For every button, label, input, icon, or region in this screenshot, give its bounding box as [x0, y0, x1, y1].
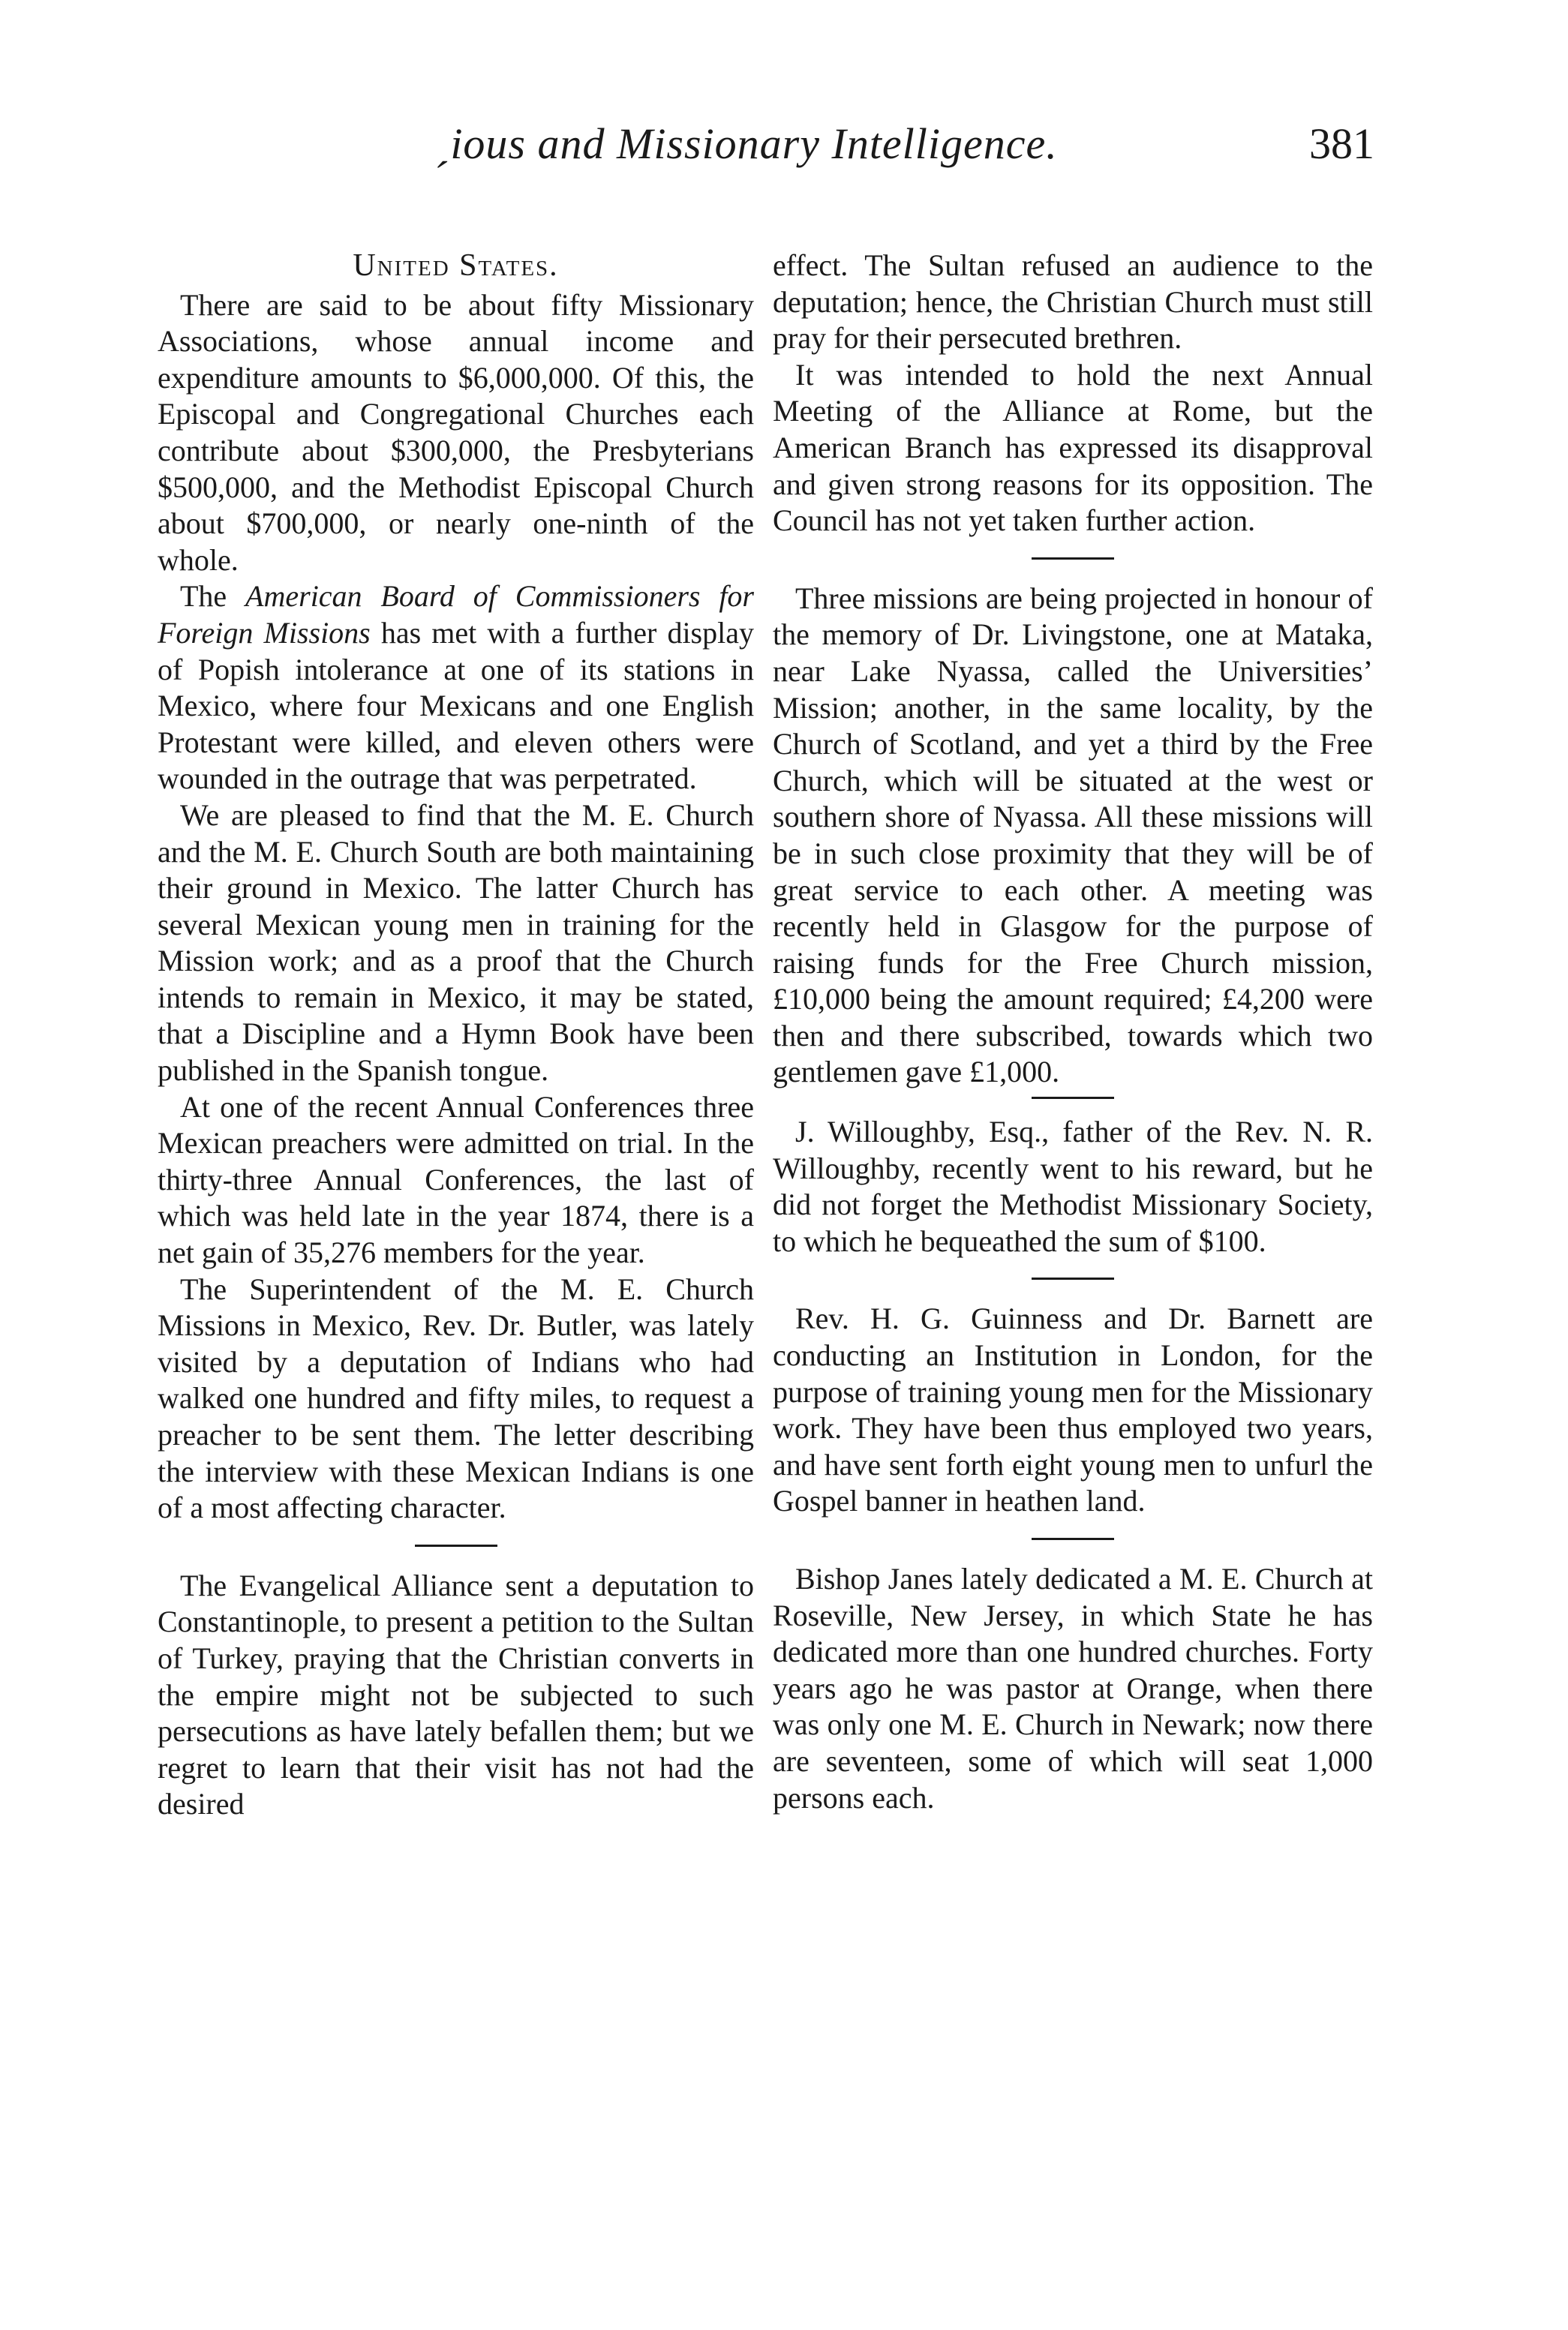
left-column [158, 248, 754, 1823]
running-title: ˏious and Missionary Intelligence. [435, 119, 1058, 168]
section-divider [1032, 1097, 1114, 1099]
paragraph-livingstone-missions: Three missions are being projected in honour of the memory of Dr. Livingstone, one at Mataka, near Lake Nyassa, called the Universities’ Mission; another, in the same locality, by the Church of Scotland, and yet a third by the Free Church, which will be situated at the west or southern shore of Nyassa. All these missions will be in such close proximity that they will be of great service to each other. A meeting was recently held in Glasgow for the purpose of raising funds for the Free Church mission, £10,000 being the amount required; £4,200 were then and there subscribed, towards which two gentlemen gave £1,000. [773, 581, 1373, 1089]
right-column [773, 248, 1373, 1816]
paragraph-me-church-mexico: We are pleased to find that the M. E. Church and the M. E. Church South are both maintaining their ground in Mexico. The latter Church has several Mexican young men in training for the Mission work; and as a proof that the Church intends to remain in Mexico, it may be stated, that a Discipline and a Hymn Book have been published in the Spanish tongue. [158, 797, 754, 1088]
paragraph-rest: has met with a further display of Popish intolerance at one of its stations in Mexico, where four Mexicans and one English Protestant were killed, and eleven others were wounded in the outrage that was perpetrated. [158, 615, 754, 796]
section-divider [1032, 1538, 1114, 1540]
paragraph-lead: The [180, 579, 246, 614]
paragraph-guinness-institution: Rev. H. G. Guinness and Dr. Barnett are conducting an Institution in London, for the purpose of training young men for the Missionary work. They have been thus employed two years, and have sent forth eight young men to unfurl the Gospel banner in heathen land. [773, 1302, 1373, 1518]
section-title: United States. [353, 248, 559, 283]
paragraph-bishop-janes: Bishop Janes lately dedicated a M. E. Church at Roseville, New Jersey, in which State he has dedicated more than one hundred churches. Forty years ago he was pastor at Orange, when there was only one M. E. Church in Newark; now there are seventeen, some of which will seat 1,000 persons each. [773, 1562, 1373, 1815]
section-divider [415, 1545, 497, 1547]
paragraph-american-board [158, 578, 754, 797]
page-header [0, 119, 1568, 186]
paragraph-annual-conferences: At one of the recent Annual Conferences three Mexican preachers were admitted on trial. In the thirty-three Annual Conferences, the last of which was held late in the year 1874, there is a net gain of 35,276 members for the year. [158, 1089, 754, 1270]
section-divider [1032, 1278, 1114, 1280]
paragraph-indian-deputation: The Superintendent of the M. E. Church Missions in Mexico, Rev. Dr. Butler, was lately visited by a deputation of Indians who had walked one hundred and fifty miles, to request a preacher to be sent them. The letter describing the interview with these Mexican Indians is one of a most affecting character. [158, 1272, 754, 1525]
paragraph-willoughby: J. Willoughby, Esq., father of the Rev. N. R. Willoughby, recently went to his reward, but he did not forget the Methodist Missionary Society, to which he bequeathed the sum of $100. [773, 1115, 1373, 1258]
paragraph-missionary-associations: There are said to be about fifty Missionary Associations, whose annual income and expenditure amounts to $6,000,000. Of this, the Episcopal and Congregational Churches each contribute about $300,000, the Presbyterians $500,000, and the Methodist Episcopal Church about $700,000, or nearly one-ninth of the whole. [158, 287, 754, 577]
paragraph-sultan-refused: effect. The Sultan refused an audience to the deputation; hence, the Christian Church must still pray for their persecuted brethren. [773, 248, 1373, 356]
page-number: 381 [1309, 119, 1374, 168]
section-divider [1032, 557, 1114, 560]
paragraph-evangelical-alliance: The Evangelical Alliance sent a deputation to Constantinople, to present a petition to the Sultan of Turkey, praying that the Christian converts in the empire might not be subjected to such persecutions as have lately befallen them; but we regret to learn that their visit has not had the desired [158, 1568, 754, 1821]
paragraph-alliance-meeting: It was intended to hold the next Annual Meeting of the Alliance at Rome, but the American Branch has expressed its disapproval and given strong reasons for its opposition. The Council has not yet taken further action. [773, 357, 1373, 538]
board-name: American Board of Commissioners for Foreign Missions [158, 579, 754, 650]
